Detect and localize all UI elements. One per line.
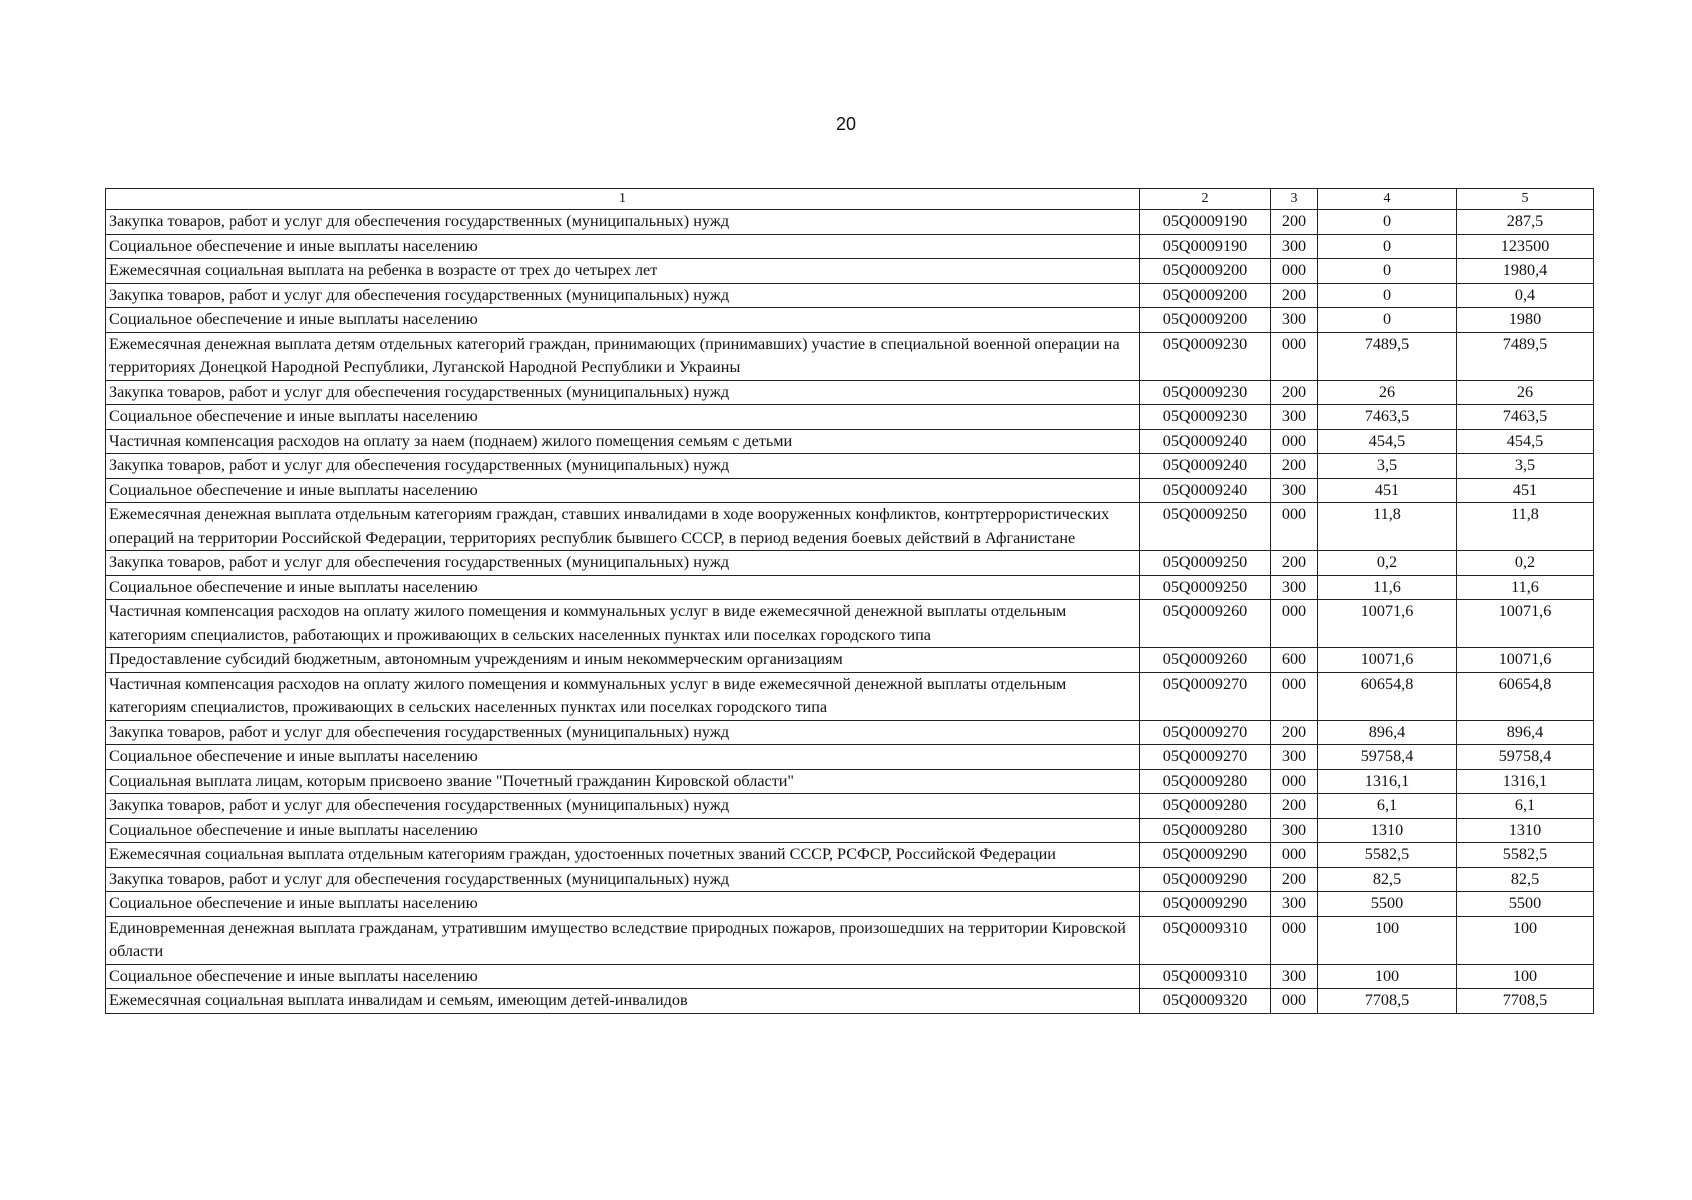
row-value-4-cell: 1310 [1318,818,1457,843]
row-value-4-cell: 5582,5 [1318,843,1457,868]
row-value-5-cell: 451 [1457,478,1594,503]
row-name-cell: Социальное обеспечение и иные выплаты населению [106,234,1140,259]
table-row [106,429,1594,454]
row-type-cell: 000 [1271,672,1318,720]
row-value-4-cell: 0 [1318,259,1457,284]
row-type-cell: 300 [1271,405,1318,430]
table-row [106,478,1594,503]
table-row [106,794,1594,819]
row-type-cell: 300 [1271,575,1318,600]
row-type-cell: 600 [1271,648,1318,673]
row-code-cell: 05Q0009200 [1140,259,1271,284]
table-body [106,210,1594,1014]
row-value-4-cell: 7708,5 [1318,989,1457,1014]
row-name-cell: Закупка товаров, работ и услуг для обеспечения государственных (муниципальных) нужд [106,380,1140,405]
table-row [106,745,1594,770]
row-code-cell: 05Q0009230 [1140,380,1271,405]
header-cell-value-5: 5 [1457,189,1594,210]
row-value-5-cell: 287,5 [1457,210,1594,235]
table-row [106,892,1594,917]
row-value-5-cell: 10071,6 [1457,648,1594,673]
row-type-cell: 000 [1271,600,1318,648]
row-value-5-cell: 7463,5 [1457,405,1594,430]
row-value-4-cell: 6,1 [1318,794,1457,819]
row-value-4-cell: 0 [1318,234,1457,259]
row-type-cell: 200 [1271,210,1318,235]
row-name-cell: Закупка товаров, работ и услуг для обеспечения государственных (муниципальных) нужд [106,454,1140,479]
row-code-cell: 05Q0009240 [1140,454,1271,479]
row-code-cell: 05Q0009270 [1140,720,1271,745]
row-code-cell: 05Q0009230 [1140,332,1271,380]
row-code-cell: 05Q0009250 [1140,551,1271,576]
row-value-5-cell: 1980,4 [1457,259,1594,284]
row-type-cell: 000 [1271,429,1318,454]
table-row [106,867,1594,892]
row-type-cell: 300 [1271,234,1318,259]
table-row [106,989,1594,1014]
row-value-5-cell: 5500 [1457,892,1594,917]
row-name-cell: Закупка товаров, работ и услуг для обеспечения государственных (муниципальных) нужд [106,867,1140,892]
row-value-4-cell: 0,2 [1318,551,1457,576]
row-code-cell: 05Q0009240 [1140,429,1271,454]
row-type-cell: 300 [1271,892,1318,917]
table-row [106,600,1594,648]
row-name-cell: Закупка товаров, работ и услуг для обеспечения государственных (муниципальных) нужд [106,794,1140,819]
row-value-4-cell: 11,6 [1318,575,1457,600]
row-value-5-cell: 5582,5 [1457,843,1594,868]
row-name-cell: Социальное обеспечение и иные выплаты населению [106,405,1140,430]
row-value-4-cell: 5500 [1318,892,1457,917]
table-row [106,575,1594,600]
row-name-cell: Частичная компенсация расходов на оплату за наем (поднаем) жилого помещения семьям с детьми [106,429,1140,454]
row-value-4-cell: 0 [1318,283,1457,308]
row-value-4-cell: 10071,6 [1318,600,1457,648]
row-name-cell: Ежемесячная социальная выплата на ребенка в возрасте от трех до четырех лет [106,259,1140,284]
header-row [106,189,1594,210]
row-value-5-cell: 26 [1457,380,1594,405]
table-row [106,210,1594,235]
row-value-4-cell: 60654,8 [1318,672,1457,720]
row-name-cell: Ежемесячная денежная выплата детям отдельных категорий граждан, принимающих (принимавших) участие в специальной военной операции на территориях Донецкой Народной Республики, Луганской Народной Республики и Украины [106,332,1140,380]
row-type-cell: 300 [1271,964,1318,989]
page-number: 20 [835,114,857,134]
row-value-4-cell: 451 [1318,478,1457,503]
row-type-cell: 200 [1271,551,1318,576]
row-name-cell: Закупка товаров, работ и услуг для обеспечения государственных (муниципальных) нужд [106,283,1140,308]
row-type-cell: 200 [1271,380,1318,405]
header-cell-name: 1 [106,189,1140,210]
row-code-cell: 05Q0009280 [1140,794,1271,819]
row-code-cell: 05Q0009260 [1140,648,1271,673]
row-value-5-cell: 1980 [1457,308,1594,333]
row-type-cell: 200 [1271,794,1318,819]
table-row [106,964,1594,989]
row-value-5-cell: 11,6 [1457,575,1594,600]
row-value-5-cell: 100 [1457,916,1594,964]
row-code-cell: 05Q0009230 [1140,405,1271,430]
row-name-cell: Социальное обеспечение и иные выплаты населению [106,964,1140,989]
row-name-cell: Закупка товаров, работ и услуг для обеспечения государственных (муниципальных) нужд [106,210,1140,235]
row-type-cell: 200 [1271,283,1318,308]
row-code-cell: 05Q0009200 [1140,308,1271,333]
row-name-cell: Социальное обеспечение и иные выплаты населению [106,745,1140,770]
row-value-5-cell: 11,8 [1457,503,1594,551]
row-value-5-cell: 3,5 [1457,454,1594,479]
table-row [106,769,1594,794]
row-type-cell: 000 [1271,843,1318,868]
row-type-cell: 200 [1271,867,1318,892]
row-value-5-cell: 7708,5 [1457,989,1594,1014]
row-code-cell: 05Q0009240 [1140,478,1271,503]
table-row [106,380,1594,405]
row-value-5-cell: 0,2 [1457,551,1594,576]
row-code-cell: 05Q0009310 [1140,964,1271,989]
row-type-cell: 000 [1271,989,1318,1014]
row-type-cell: 300 [1271,308,1318,333]
table-row [106,405,1594,430]
row-name-cell: Ежемесячная социальная выплата инвалидам и семьям, имеющим детей-инвалидов [106,989,1140,1014]
row-code-cell: 05Q0009270 [1140,745,1271,770]
row-type-cell: 000 [1271,503,1318,551]
row-name-cell: Закупка товаров, работ и услуг для обеспечения государственных (муниципальных) нужд [106,720,1140,745]
table-row [106,308,1594,333]
table-row [106,454,1594,479]
row-code-cell: 05Q0009320 [1140,989,1271,1014]
row-value-4-cell: 10071,6 [1318,648,1457,673]
row-value-5-cell: 7489,5 [1457,332,1594,380]
row-value-4-cell: 1316,1 [1318,769,1457,794]
table-row [106,672,1594,720]
table-row [106,843,1594,868]
row-name-cell: Социальная выплата лицам, которым присвоено звание "Почетный гражданин Кировской области" [106,769,1140,794]
row-type-cell: 000 [1271,259,1318,284]
row-type-cell: 300 [1271,818,1318,843]
row-value-5-cell: 0,4 [1457,283,1594,308]
row-code-cell: 05Q0009280 [1140,818,1271,843]
row-value-4-cell: 59758,4 [1318,745,1457,770]
table-row [106,283,1594,308]
row-value-5-cell: 454,5 [1457,429,1594,454]
row-value-5-cell: 1310 [1457,818,1594,843]
row-code-cell: 05Q0009250 [1140,503,1271,551]
row-name-cell: Социальное обеспечение и иные выплаты населению [106,892,1140,917]
row-name-cell: Социальное обеспечение и иные выплаты населению [106,478,1140,503]
row-value-4-cell: 11,8 [1318,503,1457,551]
row-type-cell: 000 [1271,916,1318,964]
row-value-4-cell: 100 [1318,916,1457,964]
row-code-cell: 05Q0009190 [1140,210,1271,235]
row-name-cell: Ежемесячная денежная выплата отдельным категориям граждан, ставших инвалидами в ходе вооруженных конфликтов, контртеррористических операций на территории Российской Федерации, территориях республик бывшего СССР, в период ведения боевых действий в Афганистане [106,503,1140,551]
row-name-cell: Закупка товаров, работ и услуг для обеспечения государственных (муниципальных) нужд [106,551,1140,576]
row-code-cell: 05Q0009200 [1140,283,1271,308]
header-cell-value-4: 4 [1318,189,1457,210]
table-row [106,648,1594,673]
row-name-cell: Ежемесячная социальная выплата отдельным категориям граждан, удостоенных почетных званий СССР, РСФСР, Российской Федерации [106,843,1140,868]
row-name-cell: Предоставление субсидий бюджетным, автономным учреждениям и иным некоммерческим организациям [106,648,1140,673]
row-value-4-cell: 0 [1318,308,1457,333]
table-row [106,503,1594,551]
row-name-cell: Частичная компенсация расходов на оплату жилого помещения и коммунальных услуг в виде ежемесячной денежной выплаты отдельным категориям специалистов, проживающих в сельских населенных пунктах или поселках городского типа [106,672,1140,720]
row-type-cell: 300 [1271,745,1318,770]
row-type-cell: 200 [1271,720,1318,745]
table-row [106,259,1594,284]
row-value-5-cell: 60654,8 [1457,672,1594,720]
row-value-4-cell: 454,5 [1318,429,1457,454]
row-value-4-cell: 896,4 [1318,720,1457,745]
row-name-cell: Социальное обеспечение и иные выплаты населению [106,308,1140,333]
table-row [106,916,1594,964]
row-value-4-cell: 3,5 [1318,454,1457,479]
row-type-cell: 200 [1271,454,1318,479]
row-code-cell: 05Q0009250 [1140,575,1271,600]
row-value-5-cell: 10071,6 [1457,600,1594,648]
row-value-5-cell: 896,4 [1457,720,1594,745]
row-value-5-cell: 6,1 [1457,794,1594,819]
row-type-cell: 000 [1271,769,1318,794]
table-row [106,551,1594,576]
table-row [106,720,1594,745]
header-cell-type: 3 [1271,189,1318,210]
row-value-5-cell: 123500 [1457,234,1594,259]
row-value-5-cell: 59758,4 [1457,745,1594,770]
row-name-cell: Социальное обеспечение и иные выплаты населению [106,818,1140,843]
budget-table [105,188,1594,1014]
row-code-cell: 05Q0009310 [1140,916,1271,964]
table-row [106,234,1594,259]
row-code-cell: 05Q0009290 [1140,843,1271,868]
row-name-cell: Частичная компенсация расходов на оплату жилого помещения и коммунальных услуг в виде ежемесячной денежной выплаты отдельным категориям специалистов, работающих и проживающих в сельских населенных пунктах или поселках городского типа [106,600,1140,648]
row-code-cell: 05Q0009290 [1140,892,1271,917]
row-type-cell: 300 [1271,478,1318,503]
table-row [106,332,1594,380]
row-name-cell: Единовременная денежная выплата гражданам, утратившим имущество вследствие природных пожаров, произошедших на территории Кировской области [106,916,1140,964]
row-code-cell: 05Q0009290 [1140,867,1271,892]
row-type-cell: 000 [1271,332,1318,380]
row-value-5-cell: 82,5 [1457,867,1594,892]
row-code-cell: 05Q0009260 [1140,600,1271,648]
row-value-4-cell: 7463,5 [1318,405,1457,430]
row-value-4-cell: 100 [1318,964,1457,989]
row-value-4-cell: 26 [1318,380,1457,405]
table-row [106,818,1594,843]
row-value-4-cell: 7489,5 [1318,332,1457,380]
row-value-5-cell: 100 [1457,964,1594,989]
row-value-4-cell: 82,5 [1318,867,1457,892]
row-value-5-cell: 1316,1 [1457,769,1594,794]
row-value-4-cell: 0 [1318,210,1457,235]
header-cell-code: 2 [1140,189,1271,210]
row-name-cell: Социальное обеспечение и иные выплаты населению [106,575,1140,600]
row-code-cell: 05Q0009270 [1140,672,1271,720]
row-code-cell: 05Q0009190 [1140,234,1271,259]
row-code-cell: 05Q0009280 [1140,769,1271,794]
